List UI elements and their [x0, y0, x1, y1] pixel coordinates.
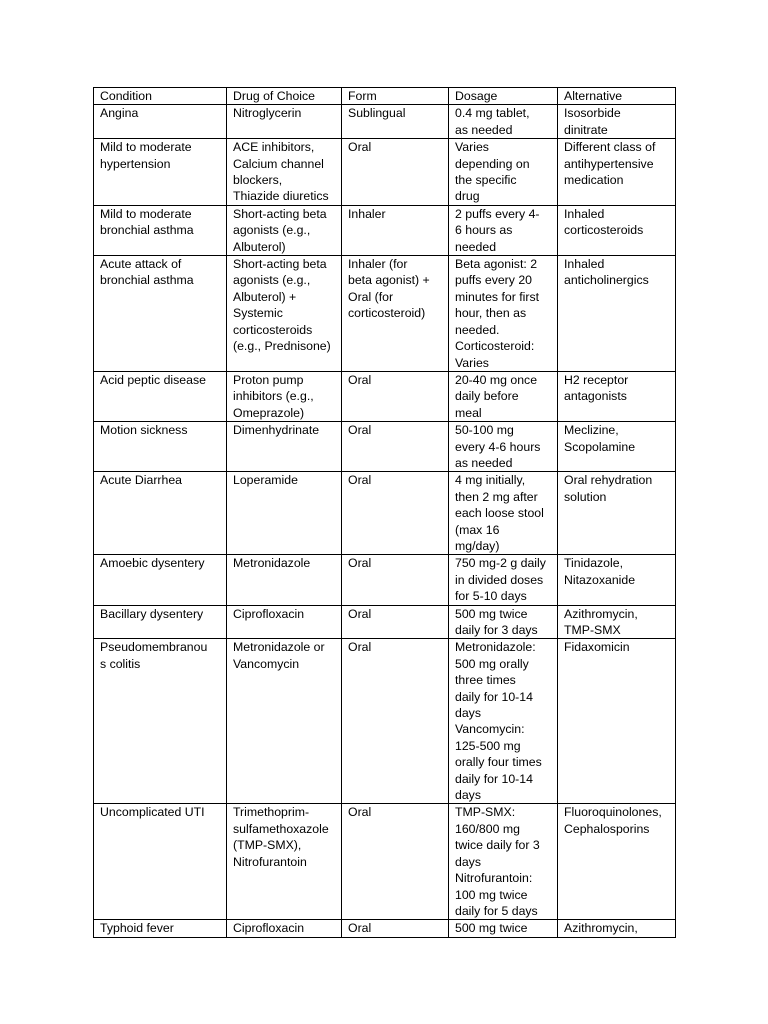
cell-alternative: Tinidazole, Nitazoxanide: [558, 555, 676, 605]
cell-form: Inhaler (for beta agonist) + Oral (for corticosteroid): [342, 256, 449, 372]
cell-dosage: 0.4 mg tablet, as needed: [449, 105, 558, 139]
cell-drug-of-choice: Proton pump inhibitors (e.g., Omeprazole): [227, 371, 342, 421]
cell-dosage: 20-40 mg once daily before meal: [449, 371, 558, 421]
table-row: [94, 256, 676, 372]
cell-drug-of-choice: Loperamide: [227, 472, 342, 555]
table-row: [94, 555, 676, 605]
cell-alternative: H2 receptor antagonists: [558, 371, 676, 421]
table-row: [94, 472, 676, 555]
cell-alternative: Fidaxomicin: [558, 639, 676, 804]
table-body: [94, 88, 676, 938]
table-row: [94, 920, 676, 937]
cell-drug-of-choice: Ciprofloxacin: [227, 605, 342, 639]
cell-form: Oral: [342, 555, 449, 605]
cell-condition: Amoebic dysentery: [94, 555, 227, 605]
cell-form: Oral: [342, 920, 449, 937]
cell-condition: Angina: [94, 105, 227, 139]
cell-dosage: 500 mg twice daily for 3 days: [449, 605, 558, 639]
cell-dosage: TMP-SMX: 160/800 mg twice daily for 3 days Nitrofurantoin: 100 mg twice daily for 5 days: [449, 804, 558, 920]
cell-drug-of-choice: Trimethoprim- sulfamethoxazole (TMP-SMX), Nitrofurantoin: [227, 804, 342, 920]
cell-drug-of-choice: Nitroglycerin: [227, 105, 342, 139]
cell-alternative: Different class of antihypertensive medication: [558, 139, 676, 206]
cell-drug-of-choice: Short-acting beta agonists (e.g., Albuterol): [227, 205, 342, 255]
cell-form: Oral: [342, 639, 449, 804]
cell-dosage: 50-100 mg every 4-6 hours as needed: [449, 422, 558, 472]
header-alternative: Alternative: [558, 88, 676, 105]
cell-drug-of-choice: Metronidazole or Vancomycin: [227, 639, 342, 804]
cell-alternative: Meclizine, Scopolamine: [558, 422, 676, 472]
cell-drug-of-choice: Dimenhydrinate: [227, 422, 342, 472]
header-condition: Condition: [94, 88, 227, 105]
cell-dosage: 2 puffs every 4- 6 hours as needed: [449, 205, 558, 255]
cell-form: Oral: [342, 472, 449, 555]
table-row: [94, 422, 676, 472]
table-row: [94, 105, 676, 139]
cell-form: Inhaler: [342, 205, 449, 255]
cell-form: Oral: [342, 139, 449, 206]
cell-alternative: Inhaled anticholinergics: [558, 256, 676, 372]
cell-condition: Acid peptic disease: [94, 371, 227, 421]
header-form: Form: [342, 88, 449, 105]
cell-alternative: Azithromycin, TMP-SMX: [558, 605, 676, 639]
cell-dosage: Varies depending on the specific drug: [449, 139, 558, 206]
cell-dosage: 4 mg initially, then 2 mg after each loose stool (max 16 mg/day): [449, 472, 558, 555]
cell-condition: Typhoid fever: [94, 920, 227, 937]
cell-dosage: 500 mg twice: [449, 920, 558, 937]
cell-drug-of-choice: Short-acting beta agonists (e.g., Albuterol) + Systemic corticosteroids (e.g., Prednisone): [227, 256, 342, 372]
cell-condition: Acute attack of bronchial asthma: [94, 256, 227, 372]
cell-condition: Pseudomembranou s colitis: [94, 639, 227, 804]
cell-drug-of-choice: ACE inhibitors, Calcium channel blockers, Thiazide diuretics: [227, 139, 342, 206]
cell-alternative: Azithromycin,: [558, 920, 676, 937]
cell-condition: Motion sickness: [94, 422, 227, 472]
table-row: [94, 804, 676, 920]
cell-alternative: Fluoroquinolones, Cephalosporins: [558, 804, 676, 920]
cell-dosage: 750 mg-2 g daily in divided doses for 5-10 days: [449, 555, 558, 605]
cell-condition: Bacillary dysentery: [94, 605, 227, 639]
cell-dosage: Beta agonist: 2 puffs every 20 minutes for first hour, then as needed. Corticosteroid: Varies: [449, 256, 558, 372]
cell-form: Oral: [342, 804, 449, 920]
header-dosage: Dosage: [449, 88, 558, 105]
cell-condition: Acute Diarrhea: [94, 472, 227, 555]
table-row: [94, 205, 676, 255]
cell-form: Oral: [342, 422, 449, 472]
table-row: [94, 605, 676, 639]
cell-form: Sublingual: [342, 105, 449, 139]
cell-condition: Mild to moderate bronchial asthma: [94, 205, 227, 255]
cell-form: Oral: [342, 371, 449, 421]
cell-condition: Mild to moderate hypertension: [94, 139, 227, 206]
header-drug-of-choice: Drug of Choice: [227, 88, 342, 105]
cell-alternative: Oral rehydration solution: [558, 472, 676, 555]
cell-drug-of-choice: Metronidazole: [227, 555, 342, 605]
cell-alternative: Inhaled corticosteroids: [558, 205, 676, 255]
table-header-row: [94, 88, 676, 105]
cell-dosage: Metronidazole: 500 mg orally three times daily for 10-14 days Vancomycin: 125-500 mg orally four times daily for 10-14 days: [449, 639, 558, 804]
cell-condition: Uncomplicated UTI: [94, 804, 227, 920]
table-row: [94, 371, 676, 421]
cell-form: Oral: [342, 605, 449, 639]
table-row: [94, 139, 676, 206]
table-row: [94, 639, 676, 804]
cell-alternative: Isosorbide dinitrate: [558, 105, 676, 139]
cell-drug-of-choice: Ciprofloxacin: [227, 920, 342, 937]
drug-table: [93, 87, 676, 938]
